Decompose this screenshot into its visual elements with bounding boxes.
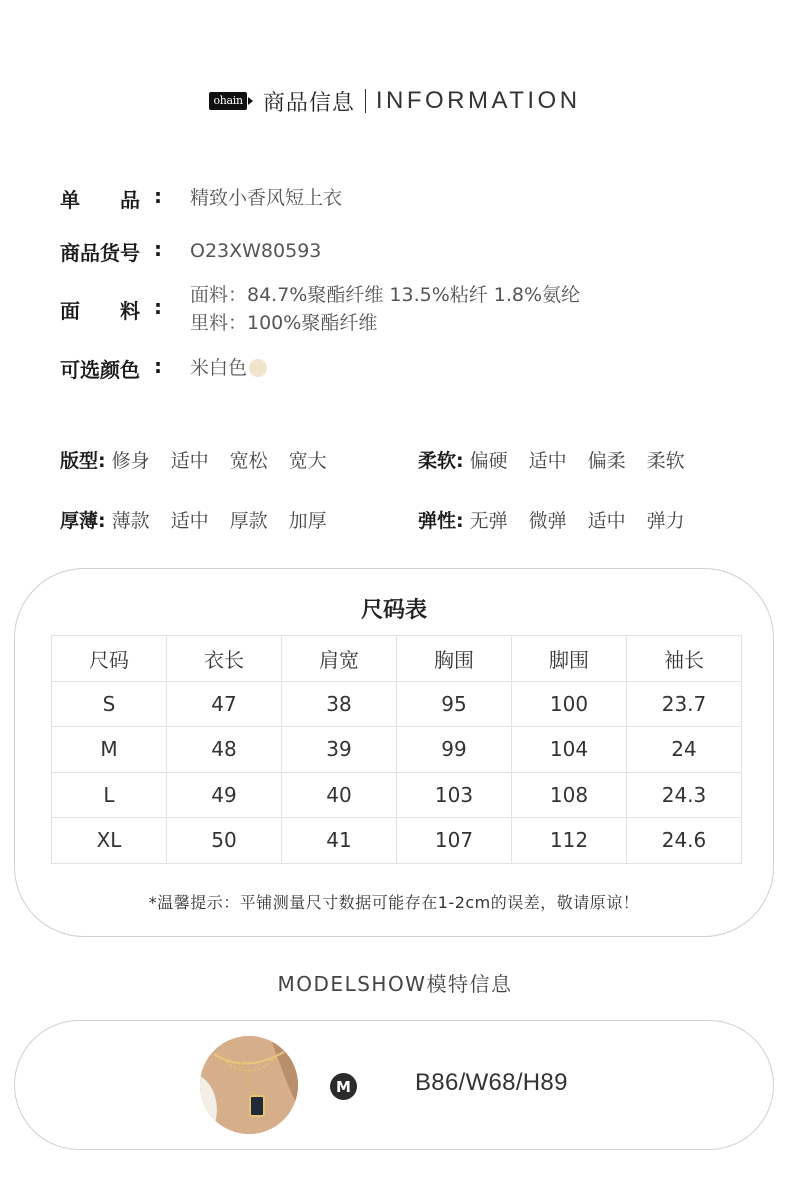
table-cell: 24.6 xyxy=(627,818,742,864)
brand-logo xyxy=(209,92,252,110)
table-cell: 50 xyxy=(167,818,282,864)
table-cell: 104 xyxy=(512,727,627,773)
size-chart-card xyxy=(14,568,774,937)
attr-option: 偏硬 xyxy=(469,450,508,472)
table-cell: 40 xyxy=(282,772,397,818)
model-measurements: B86/W68/H89 xyxy=(415,1069,568,1096)
section-header xyxy=(0,84,790,118)
attr-option: 薄款 xyxy=(111,510,150,532)
attr-option-selected: 适中 xyxy=(171,446,230,473)
attr-option: 修身 xyxy=(111,450,150,472)
table-cell: M xyxy=(52,727,167,773)
attr-option: 无弹 xyxy=(469,510,508,532)
table-cell: XL xyxy=(52,818,167,864)
table-cell: 47 xyxy=(167,681,282,727)
table-row xyxy=(52,681,742,727)
table-cell: 100 xyxy=(512,681,627,727)
info-value: O23XW80593 xyxy=(190,240,322,262)
attr-label: 弹性: xyxy=(418,510,464,532)
attr-fit xyxy=(60,446,348,473)
table-header-cell: 衣长 xyxy=(167,636,282,682)
table-cell: 108 xyxy=(512,772,627,818)
table-cell: 38 xyxy=(282,681,397,727)
model-card xyxy=(14,1020,774,1150)
attr-option: 适中 xyxy=(587,510,626,532)
table-cell: 48 xyxy=(167,727,282,773)
info-label: 可选颜色 : xyxy=(60,354,162,382)
info-value: 面料：84.7%聚酯纤维 13.5%粘纤 1.8%氨纶 xyxy=(190,284,581,306)
attr-option-selected: 适中 xyxy=(171,506,230,533)
attr-option: 加厚 xyxy=(288,510,327,532)
attr-option: 偏柔 xyxy=(587,450,626,472)
table-cell: 39 xyxy=(282,727,397,773)
size-note: *温馨提示：平铺测量尺寸数据可能存在1-2cm的误差，敬请原谅！ xyxy=(148,893,640,912)
info-row-sku xyxy=(60,237,321,266)
table-cell: 107 xyxy=(397,818,512,864)
info-value-group xyxy=(190,281,580,337)
model-section-title: MODELSHOW模特信息 xyxy=(277,972,513,996)
table-cell: 24 xyxy=(627,727,742,773)
table-cell: 23.7 xyxy=(627,681,742,727)
attr-label: 柔软: xyxy=(418,450,464,472)
brand-name: ohain xyxy=(209,92,246,110)
table-cell: 49 xyxy=(167,772,282,818)
attr-option: 弹力 xyxy=(646,510,685,532)
attr-elasticity xyxy=(418,506,706,533)
header-divider xyxy=(365,89,366,113)
info-row-product xyxy=(60,184,342,213)
table-cell: 24.3 xyxy=(627,772,742,818)
info-label: 单 品 : xyxy=(60,184,162,212)
color-swatch xyxy=(249,359,267,377)
play-arrow-icon xyxy=(248,97,253,105)
table-cell: 103 xyxy=(397,772,512,818)
table-header-cell: 胸围 xyxy=(397,636,512,682)
info-value: 精致小香风短上衣 xyxy=(190,187,343,209)
attr-label: 版型: xyxy=(60,450,106,472)
table-cell: 95 xyxy=(397,681,512,727)
table-row xyxy=(52,727,742,773)
table-header-cell: 袖长 xyxy=(627,636,742,682)
info-row-fabric xyxy=(60,281,580,337)
info-row-color xyxy=(60,354,267,383)
table-cell: 112 xyxy=(512,818,627,864)
attr-thickness xyxy=(60,506,348,533)
attr-option: 宽松 xyxy=(229,450,268,472)
table-header-cell: 尺码 xyxy=(52,636,167,682)
attr-label: 厚薄: xyxy=(60,510,106,532)
table-header-row xyxy=(52,636,742,682)
attr-option-selected: 微弹 xyxy=(529,506,588,533)
attr-option-selected: 适中 xyxy=(529,446,588,473)
table-header-cell: 肩宽 xyxy=(282,636,397,682)
attr-option: 宽大 xyxy=(288,450,327,472)
table-cell: L xyxy=(52,772,167,818)
attr-softness xyxy=(418,446,706,473)
table-cell: S xyxy=(52,681,167,727)
header-title-en: INFORMATION xyxy=(375,87,581,114)
table-header-cell: 脚围 xyxy=(512,636,627,682)
table-cell: 41 xyxy=(282,818,397,864)
info-value: 米白色 xyxy=(190,354,267,383)
info-value: 里料：100%聚酯纤维 xyxy=(190,312,378,334)
table-row xyxy=(52,818,742,864)
table-row xyxy=(52,772,742,818)
attr-option: 厚款 xyxy=(229,510,268,532)
model-size-badge: M xyxy=(330,1073,357,1100)
table-cell: 99 xyxy=(397,727,512,773)
size-table xyxy=(51,635,742,864)
header-title-cn: 商品信息 xyxy=(262,90,355,116)
attr-option: 柔软 xyxy=(646,450,685,472)
info-label: 商品货号 : xyxy=(60,237,162,265)
size-chart-title: 尺码表 xyxy=(360,598,427,623)
model-photo xyxy=(200,1036,298,1134)
info-label: 面 料 : xyxy=(60,295,162,323)
